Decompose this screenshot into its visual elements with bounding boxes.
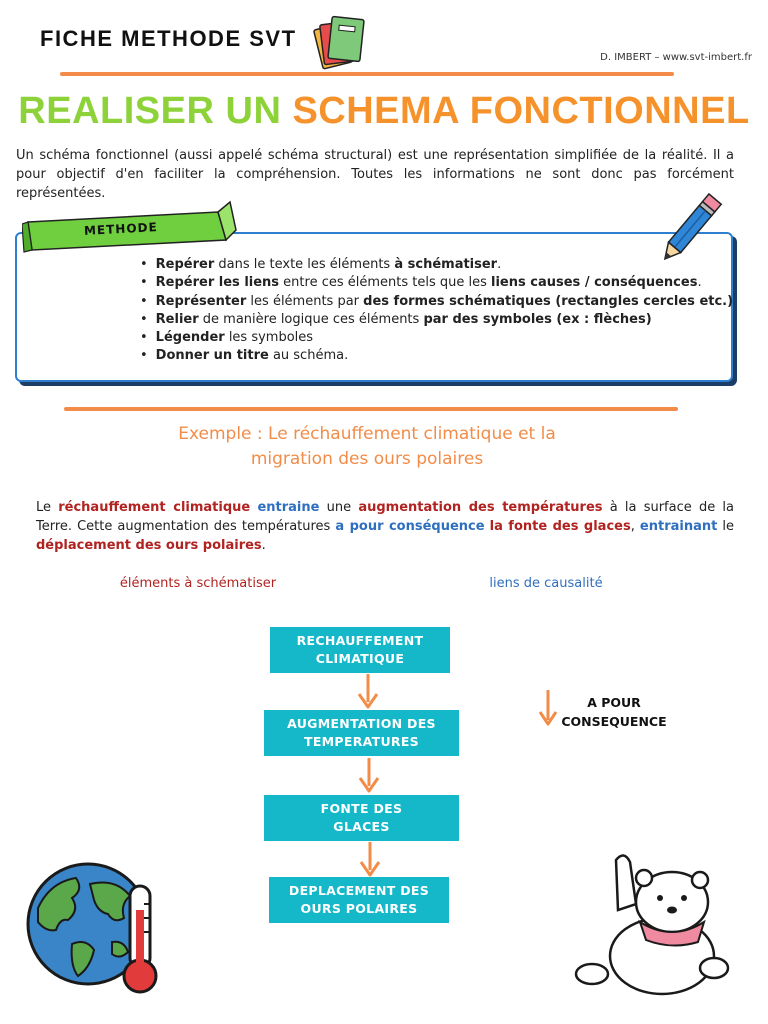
method-tab-label: METHODE	[83, 220, 159, 238]
notebooks-icon	[312, 12, 372, 74]
legend-label: A POUR CONSEQUENCE	[561, 695, 667, 729]
diagram-box: RECHAUFFEMENT CLIMATIQUE	[270, 627, 450, 673]
example-paragraph: Le réchauffement climatique entraine une augmentation des températures à la surface de la Terre. Cette augmentation des températures a pour conséquence la fonte des glaces, entrainant le déplacement des ours polaires.	[36, 500, 735, 553]
sheet-title: FICHE METHODE SVT	[40, 26, 297, 51]
example-title	[0, 422, 734, 472]
method-item: • Repérer les liens entre ces éléments tels que les liens causes / conséquences.	[140, 274, 733, 292]
diagram-box: DEPLACEMENT DES OURS POLAIRES	[269, 877, 449, 923]
method-item: • Relier de manière logique ces éléments par des symboles (ex : flèches)	[140, 311, 733, 329]
example-title-line2: migration des ours polaires	[250, 449, 484, 469]
title-word-fonctionnel: FONCTIONNEL	[458, 90, 750, 132]
divider-middle	[64, 407, 678, 411]
diagram-box: FONTE DES GLACES	[264, 795, 459, 841]
method-item: • Repérer dans le texte les éléments à schématiser.	[140, 256, 733, 274]
diagram-box: AUGMENTATION DES TEMPERATURES	[264, 710, 459, 756]
method-item: • Représenter les éléments par des formes schématiques (rectangles cercles etc.)	[140, 293, 733, 311]
arrow-down-icon	[357, 758, 381, 794]
example-title-line1: Exemple : Le réchauffement climatique et la	[178, 424, 556, 444]
method-list	[140, 256, 733, 366]
label-elements: éléments à schématiser	[119, 576, 277, 591]
method-item: • Légender les symboles	[140, 329, 733, 347]
method-item: • Donner un titre au schéma.	[140, 347, 733, 365]
page-title	[0, 88, 768, 134]
label-links: liens de causalité	[489, 576, 603, 591]
thermometer-icon	[118, 884, 162, 996]
title-word-un: UN	[214, 90, 293, 132]
arrow-down-icon	[358, 842, 382, 878]
title-word-realiser: REALISER	[18, 90, 215, 132]
divider-top	[60, 72, 674, 76]
title-word-schema: SCHEMA	[292, 90, 459, 132]
arrow-down-icon	[356, 674, 380, 710]
author-credit: D. IMBERT – www.svt-imbert.fr	[600, 52, 752, 63]
polar-bear-icon	[572, 850, 732, 998]
intro-paragraph: Un schéma fonctionnel (aussi appelé schéma structural) est une représentation simplifiée de la réalité. Il a pour objectif d'en faciliter la compréhension. Toutes les informations ne sont donc pas forcément représentées.	[16, 148, 734, 201]
